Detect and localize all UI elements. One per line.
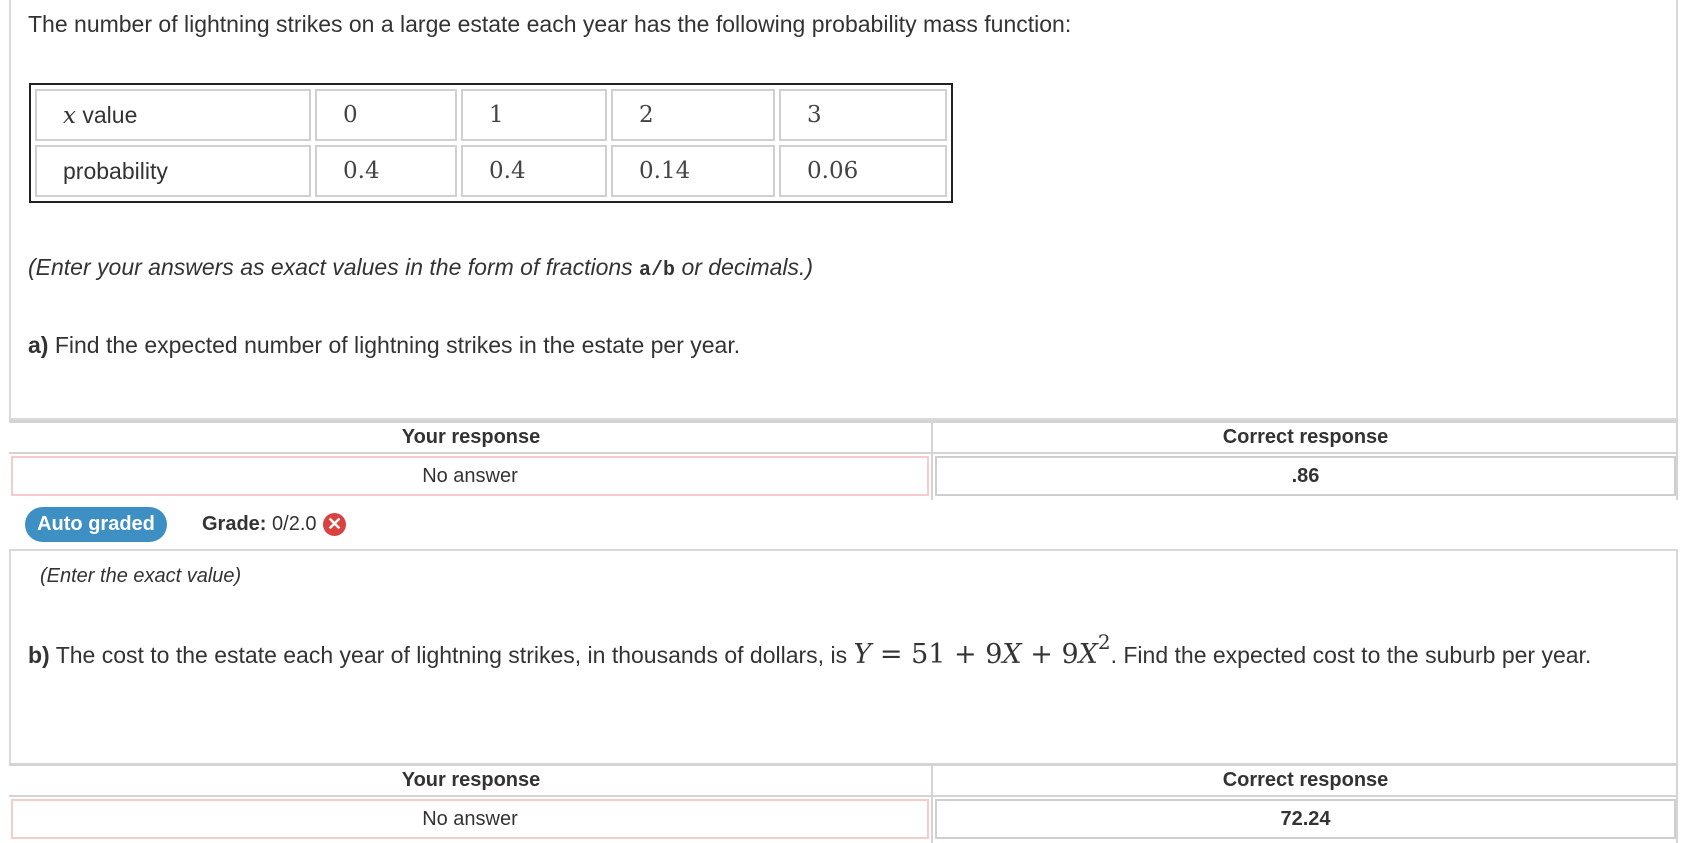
your-response-cell: No answer [11,456,929,496]
formula-y: Y [853,639,872,670]
pmf-x-value: 3 [779,89,947,141]
your-response-header: Your response [401,769,541,791]
table-edge [1676,420,1678,500]
grade-value: 0/2.0 [266,513,317,535]
pmf-probability-value: 0.14 [611,145,775,197]
part-b-label: b) [28,642,50,668]
part-a-response-table [9,420,1678,500]
pmf-x-value: 1 [461,89,607,141]
formula-exponent: 2 [1097,630,1111,654]
correct-response-cell: 72.24 [935,799,1676,839]
pmf-probability-header: probability [35,145,311,197]
auto-graded-badge: Auto graded [25,507,167,542]
part-b-response-table [9,763,1678,843]
correct-response-header: Correct response [1222,769,1389,791]
pmf-table [29,83,953,203]
formula-x: X [1078,639,1098,670]
exact-value-hint: (Enter the exact value) [40,565,242,587]
x-variable: x [63,102,76,129]
formula-x: X [1002,639,1022,670]
pmf-row-probability [35,145,947,197]
pmf-x-header [35,89,311,141]
correct-response-cell: .86 [935,456,1676,496]
cost-formula [853,630,1111,670]
column-divider [931,420,933,500]
pmf-probability-value: 0.4 [315,145,457,197]
question-panel-a [9,0,1678,420]
instructions-text-end: or decimals.) [675,254,814,280]
correct-response-header: Correct response [1222,426,1389,448]
table-edge [1676,763,1678,843]
your-response-header: Your response [401,426,541,448]
pmf-x-value: 2 [611,89,775,141]
part-a-text: Find the expected number of lightning strikes in the estate per year. [48,332,741,358]
question-intro: The number of lightning strikes on a large estate each year has the following probability mass function: [28,11,1072,37]
your-response-cell: No answer [11,799,929,839]
grade-label: Grade: [202,513,267,535]
pmf-row-x [35,89,947,141]
formula-part: = 51 + 9 [871,639,1003,670]
formula-part: + 9 [1021,639,1079,670]
column-divider [931,763,933,843]
question-panel-b [9,549,1678,763]
fraction-format-code: a/b [639,259,676,282]
part-b-text-end: . Find the expected cost to the suburb per year. [1110,642,1592,668]
grade-display [202,513,317,536]
pmf-probability-value: 0.06 [779,145,947,197]
x-circle-icon: ✕ [323,513,346,536]
part-b-text: The cost to the estate each year of lightning strikes, in thousands of dollars, is [49,642,854,668]
part-a-question [28,332,740,359]
x-header-label: value [75,101,138,128]
instructions-text: (Enter your answers as exact values in the form of fractions [28,254,640,280]
answer-format-instructions [28,254,813,282]
part-a-label: a) [28,332,49,358]
pmf-x-value: 0 [315,89,457,141]
pmf-probability-value: 0.4 [461,145,607,197]
part-b-question [28,630,1668,673]
